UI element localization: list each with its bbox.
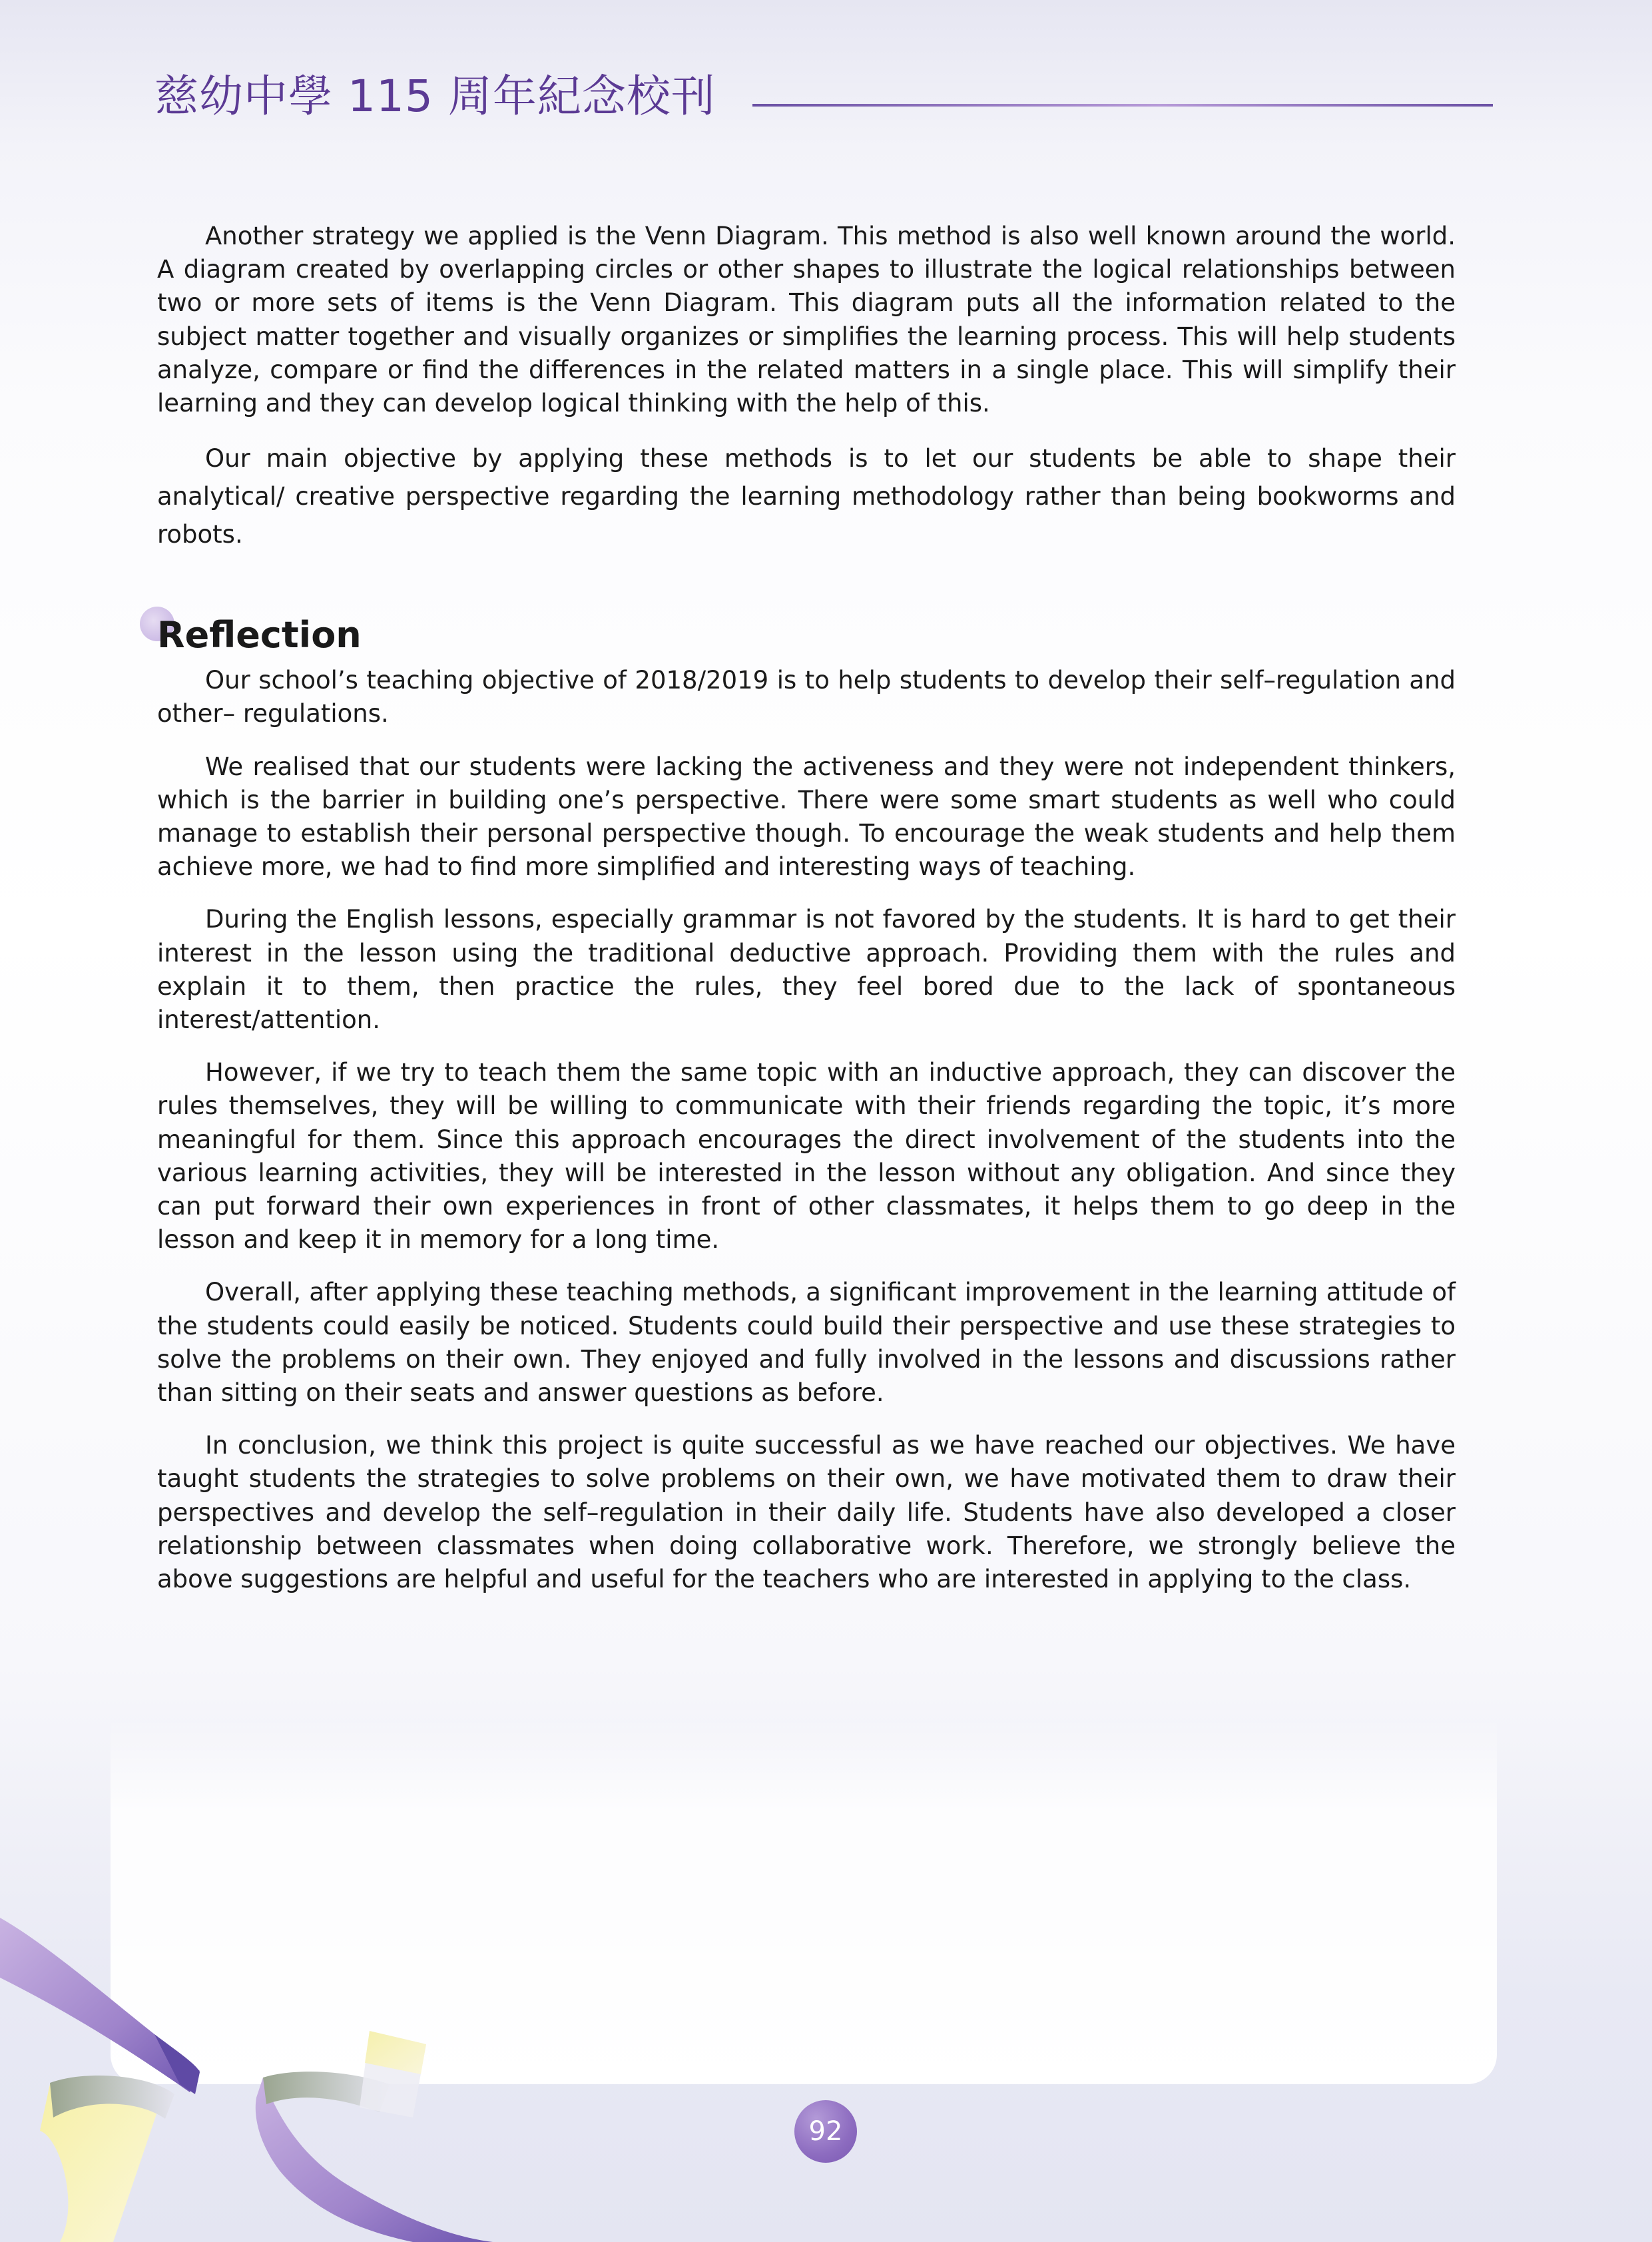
paragraph-inductive-approach: However, if we try to teach them the same topic with an inductive approach, they can discover the rules themselves, they will be willing to communicate with their friends regarding the topic, it’s more meaningful for them. Since this approach encourages the direct involvement of the students into the various learning activities, they will be interested in the lesson without any obligation. And since they can put forward their own experiences in front of other classmates, it helps them to go deep in the lesson and keep it in memory for a long time. bbox=[157, 1058, 1456, 1255]
paragraph-overall-improvement: Overall, after applying these teaching methods, a significant improvement in the learning attitude of the students could easily be noticed. Students could build their perspective and use these strategies to solve the problems on their own. They enjoyed and fully involved in the lessons and discussions rather than sitting on their seats and answer questions as before. bbox=[157, 1278, 1456, 1408]
page-number-badge: 92 bbox=[794, 2100, 857, 2163]
paragraph-conclusion: In conclusion, we think this project is quite successful as we have reached our objectives. We have taught students the strategies to solve problems on their own, we have motivated them to draw their perspectives and develop the self–regulation in their daily life. Students have also developed a closer relationship between classmates when doing collaborative work. Therefore, we strongly believe the above suggestions are helpful and useful for the teachers who are interested in applying to the class. bbox=[157, 1431, 1456, 1594]
publication-title: 慈幼中學 115 周年紀念校刊 bbox=[154, 71, 716, 122]
paragraph-venn-diagram: Another strategy we applied is the Venn Diagram. This method is also well known around the world. A diagram created by overlapping circles or other shapes to illustrate the logical relationships between two or more sets of items is the Venn Diagram. This diagram puts all the information related to the subject matter together and visually organizes or simplifies the learning process. This will help students analyze, compare or find the differences in the related matters in a single place. This will simplify their learning and they can develop logical thinking with the help of this. bbox=[157, 222, 1456, 418]
paragraph-students-lacking: We realised that our students were lacking the activeness and they were not independent thinkers, which is the barrier in building one’s perspective. There were some smart students as well who could manage to establish their personal perspective though. To encourage the weak students and help them achieve more, we had to find more simplified and interesting ways of teaching. bbox=[157, 752, 1456, 882]
article-body bbox=[157, 220, 1456, 1596]
paragraph-main-objective: Our main objective by applying these methods is to let our students be able to shape their analytical/ creative perspective regarding the learning methodology rather than being bookworms and robots. bbox=[157, 444, 1456, 549]
page-header bbox=[154, 67, 1493, 127]
paragraph-english-lessons: During the English lessons, especially grammar is not favored by the students. It is hard to get their interest in the lesson using the traditional deductive approach. Providing them with the rules and explain it to them, then practice the rules, they feel bored due to the lack of spontaneous interest/attention. bbox=[157, 905, 1456, 1035]
section-header-reflection bbox=[157, 612, 1456, 659]
paragraph-teaching-objective: Our school’s teaching objective of 2018/2019 is to help students to develop their self–regulation and other– regulations. bbox=[157, 666, 1456, 728]
section-title: Reflection bbox=[157, 614, 362, 657]
header-divider bbox=[752, 104, 1493, 107]
decorative-ribbon-icon bbox=[0, 1918, 533, 2242]
